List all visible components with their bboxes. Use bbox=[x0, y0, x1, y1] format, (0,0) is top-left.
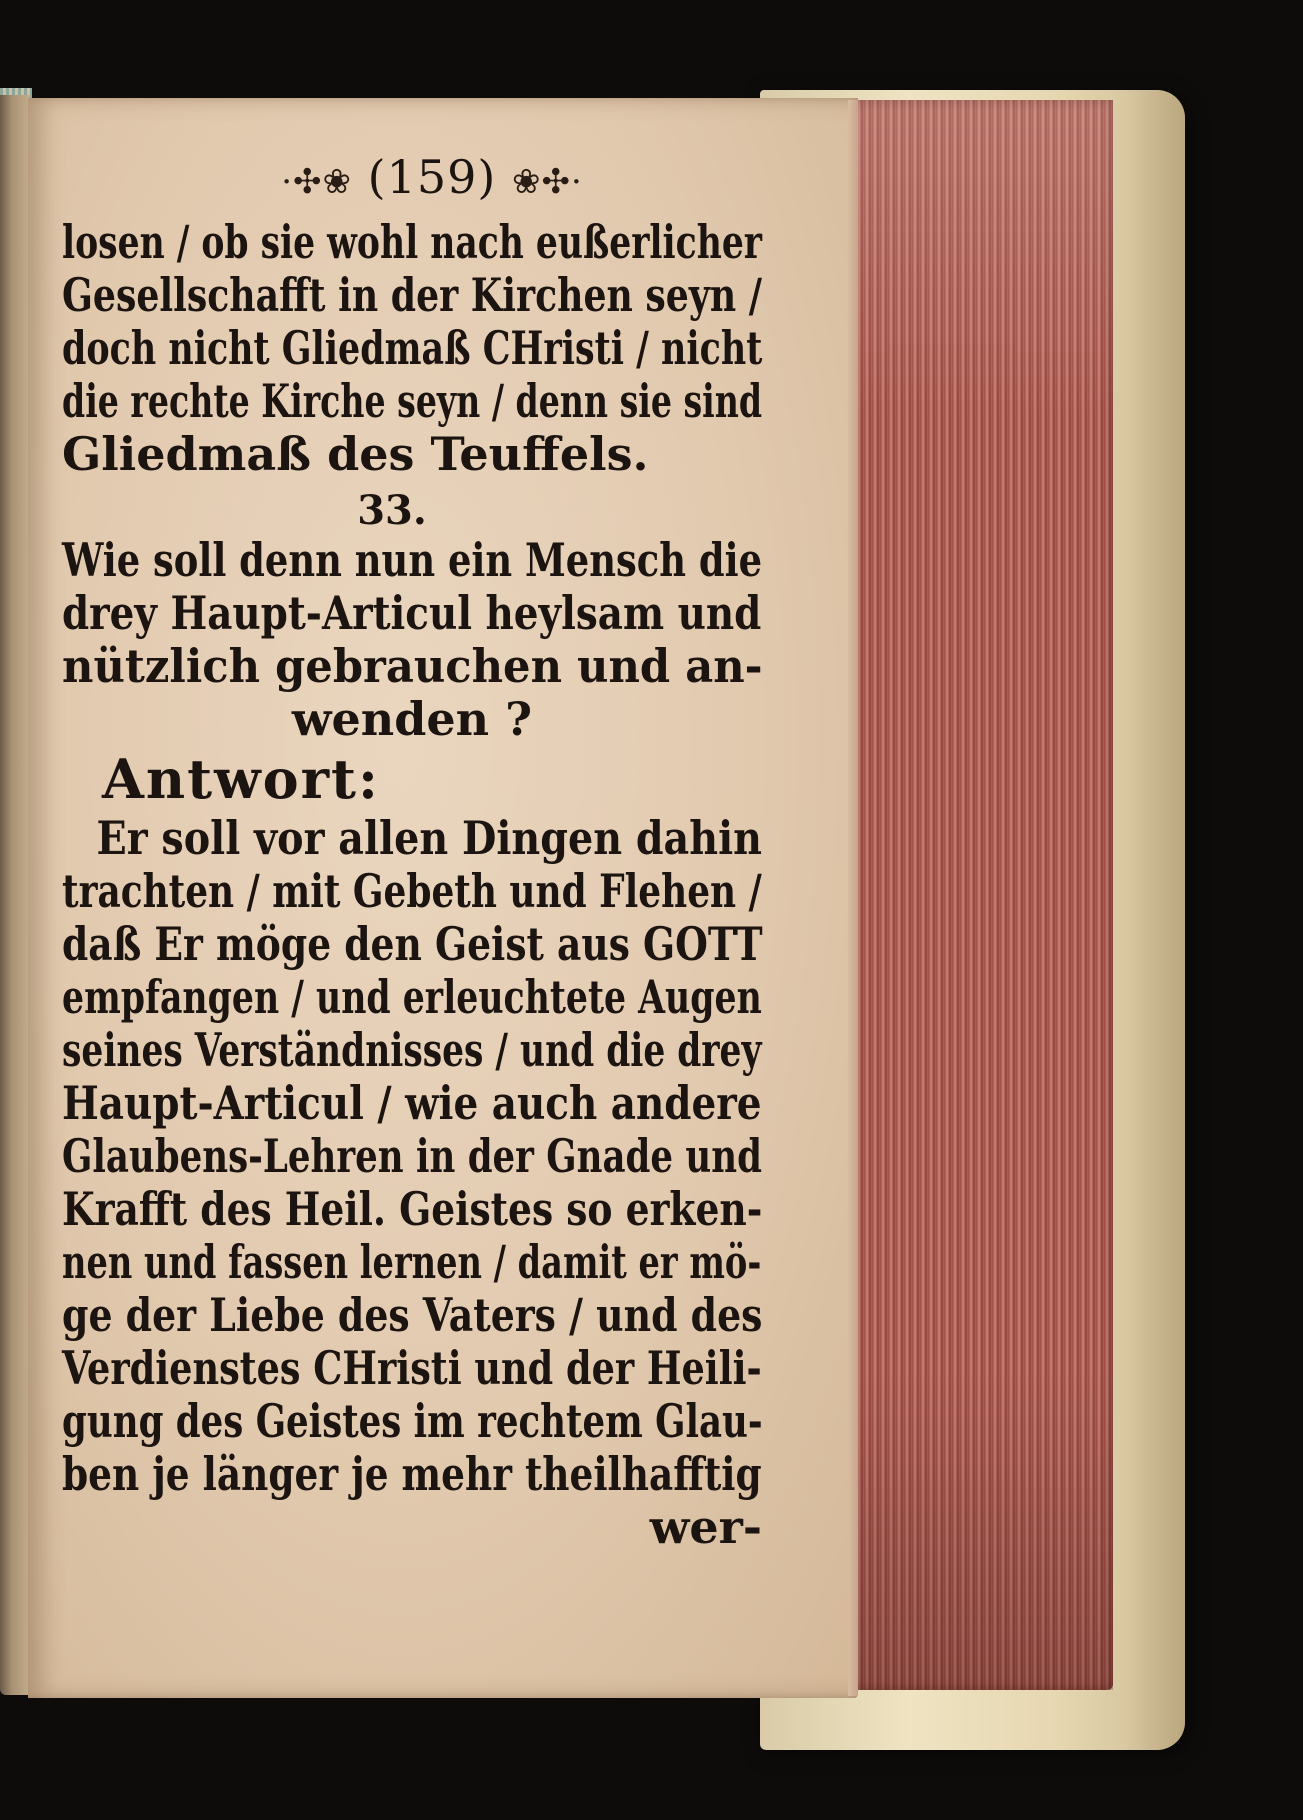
page-text bbox=[62, 150, 762, 1554]
left-page-edge bbox=[0, 95, 30, 1695]
question-number: 33. bbox=[357, 487, 427, 534]
page-edge bbox=[848, 100, 858, 1696]
text-line: losen / ob sie wohl nach eußerlicher bbox=[62, 215, 763, 269]
answer-paragraph bbox=[62, 812, 762, 1501]
running-header bbox=[102, 150, 762, 204]
question-line: drey Haupt-Articul heylsam und bbox=[62, 586, 762, 640]
answer-line: empfangen / und erleuchtete Augen bbox=[62, 970, 762, 1024]
answer-heading: Antwort: bbox=[102, 747, 380, 811]
answer-line: daß Er möge den Geist aus GOTT bbox=[62, 917, 763, 971]
text-line: die rechte Kirche seyn / denn sie sind bbox=[62, 374, 763, 428]
question-line: wenden ? bbox=[291, 692, 533, 746]
answer-line: gung des Geistes im rechtem Glau- bbox=[62, 1394, 763, 1448]
question bbox=[62, 534, 762, 746]
question-line: nützlich gebrauchen und an- bbox=[62, 639, 763, 693]
text-line: Gesellschafft in der Kirchen seyn / bbox=[62, 268, 763, 322]
red-page-edges bbox=[848, 100, 1113, 1690]
answer-line: Krafft des Heil. Geistes so erken- bbox=[62, 1182, 763, 1236]
ornament-left-icon: ·✣❀ bbox=[281, 162, 353, 202]
paragraph-1 bbox=[62, 216, 762, 481]
answer-line: ben je länger je mehr theilhafftig bbox=[62, 1447, 762, 1501]
answer-line: Verdienstes CHristi und der Heili- bbox=[62, 1341, 762, 1395]
text-line: Gliedmaß des Teuffels. bbox=[62, 427, 649, 481]
catchword: wer- bbox=[649, 1500, 762, 1554]
answer-line: Haupt-Articul / wie auch andere bbox=[62, 1076, 762, 1130]
answer-line: Er soll vor allen Dingen dahin bbox=[96, 811, 762, 865]
question-line: Wie soll denn nun ein Mensch die bbox=[62, 533, 763, 587]
answer-line: Glaubens-Lehren in der Gnade und bbox=[62, 1129, 762, 1183]
page-number: (159) bbox=[367, 150, 497, 204]
answer-line: ge der Liebe des Vaters / und des bbox=[62, 1288, 763, 1342]
text-line: doch nicht Gliedmaß CHristi / nicht bbox=[62, 321, 763, 375]
ornament-right-icon: ❀✣· bbox=[511, 162, 583, 202]
answer-line: trachten / mit Gebeth und Flehen / bbox=[62, 864, 762, 918]
answer-line: nen und fassen lernen / damit er mö- bbox=[62, 1235, 762, 1289]
answer-line: seines Verständnisses / und die drey bbox=[62, 1023, 762, 1077]
